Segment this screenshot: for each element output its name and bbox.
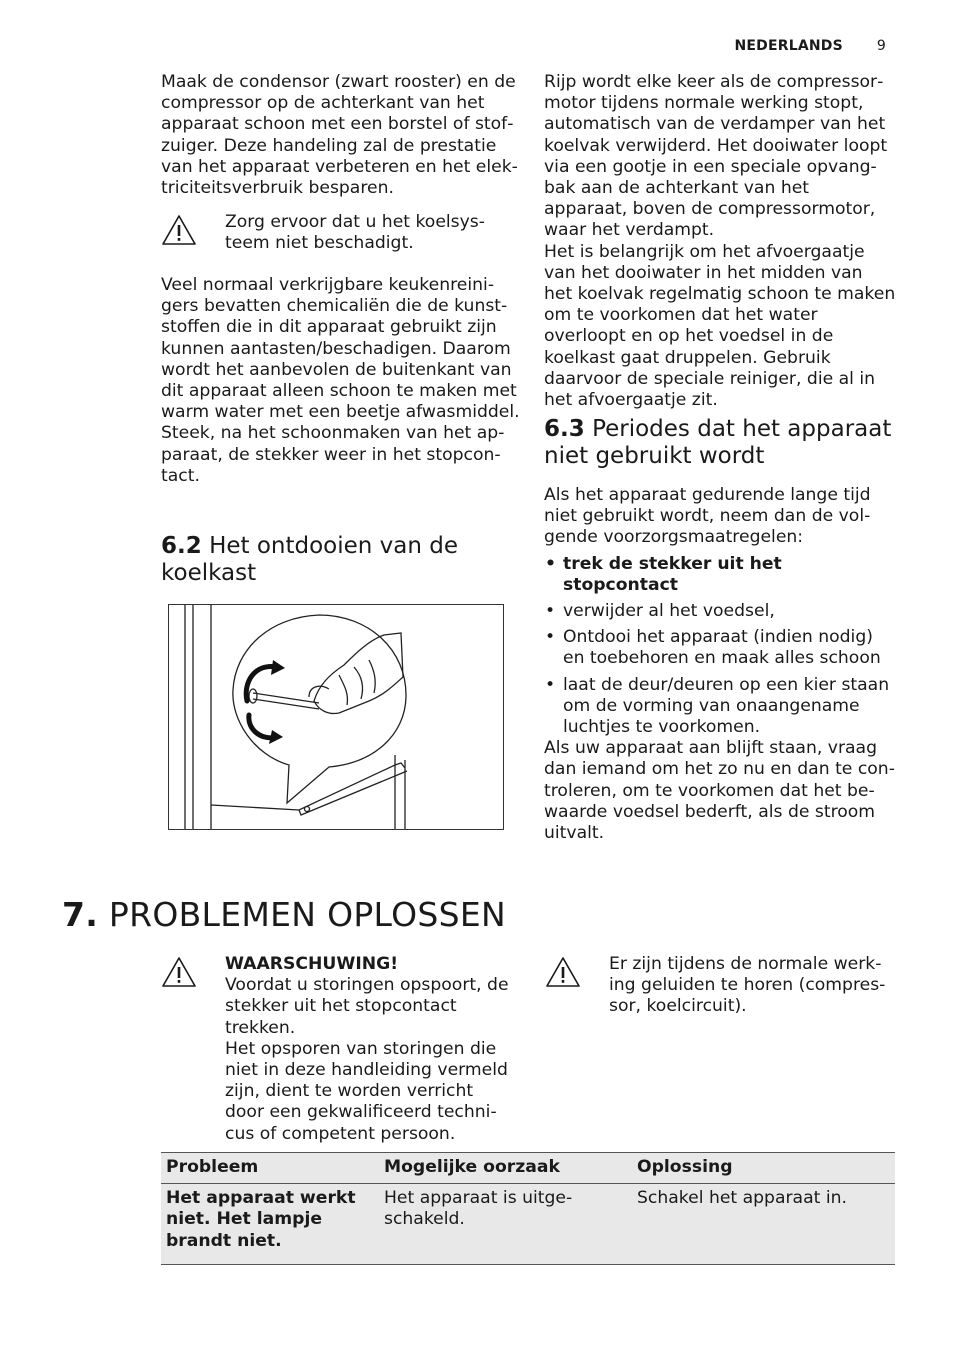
cleaner-paragraph: Veel normaal verkrijgbare keukenreinigers bevatten chemicaliën die de kunststoffen die in dit apparaat gebruikt zijn kunnen aantasten/beschadigen. Daarom wordt het aanbevolen de buitenkant van dit apparaat alleen schoon te maken met warm water met een beetje afwasmiddel. xyxy=(161,275,520,423)
warning-icon xyxy=(545,956,581,992)
chapter-number: 7. xyxy=(62,895,99,934)
column-header: Mogelijke oorzaak xyxy=(379,1153,632,1184)
right-body-2 xyxy=(544,485,896,844)
noise-note: Er zijn tijdens de normale werking geluiden te horen (compressor, koelcircuit). xyxy=(609,954,886,1017)
troubleshooting-table xyxy=(161,1152,895,1265)
warning-title: WAARSCHUWING! xyxy=(225,954,399,974)
cause-cell: Het apparaat is uitgeschakeld. xyxy=(379,1184,632,1265)
page-number: 9 xyxy=(876,38,886,54)
intro-paragraph: Maak de condensor (zwart rooster) en de compressor op de achterkant van het apparaat schoon met een borstel of stofzuiger. Deze handeling zal de prestatie van het apparaat verbeteren en het elektriciteitsverbruik besparen. xyxy=(161,72,518,199)
table-row xyxy=(161,1184,895,1265)
page-header xyxy=(734,38,886,54)
drain-paragraph: Het is belangrijk om het afvoergaatje van het dooiwater in het midden van het koelvak regelmatig schoon te maken om te voorkomen dat het water overloopt en op het voedsel in de koelkast gaat druppelen. Gebruik daarvoor de speciale reiniger, die al in het afvoergaatje zit. xyxy=(544,241,896,411)
chapter-heading xyxy=(62,896,506,934)
warning-paragraph-1: Voordat u storingen opspoort, de stekker uit het stopcontact trekken. xyxy=(225,975,509,1038)
section-6-2-heading xyxy=(161,533,521,587)
warning-text: Zorg ervoor dat u het koelsysteem niet beschadigt. xyxy=(225,212,485,254)
section-number: 6.2 xyxy=(161,533,202,559)
section-6-3-heading xyxy=(544,416,896,470)
header-language: NEDERLANDS xyxy=(734,38,843,54)
right-body xyxy=(544,72,896,411)
defrost-illustration xyxy=(168,604,504,830)
solution-cell: Schakel het apparaat in. xyxy=(632,1184,895,1265)
list-item: • trek de stekker uit het stopcontact xyxy=(544,554,896,596)
section-title: Periodes dat het apparaat niet gebruikt wordt xyxy=(544,416,892,469)
table-header-row xyxy=(161,1153,895,1184)
list-item: • Ontdooi het apparaat (indien nodig) en toebehoren en maak alles schoon xyxy=(544,627,896,669)
warning-icon xyxy=(161,956,197,992)
list-item: • laat de deur/deuren op een kier staan om de vorming van onaangename luchtjes te voorkomen. xyxy=(544,675,896,739)
troubleshooting-table-wrap xyxy=(161,1152,895,1265)
troubleshoot-warning xyxy=(225,954,515,1145)
left-intro xyxy=(161,72,521,199)
frost-paragraph: Rijp wordt elke keer als de compressormotor tijdens normale werking stopt, automatisch van de verdamper van het koelvak verwijderd. Het dooiwater loopt via een gootje in een speciale opvangbak aan de achterkant van het apparaat, boven de compressormotor, waar het verdampt. xyxy=(544,72,888,241)
problem-cell: Het apparaat werkt niet. Het lampje brandt niet. xyxy=(161,1184,379,1265)
list-item: • verwijder al het voedsel, xyxy=(544,601,896,622)
plug-paragraph: Steek, na het schoonmaken van het apparaat, de stekker weer in het stopcontact. xyxy=(161,423,505,486)
left-body xyxy=(161,275,521,487)
section-number: 6.3 xyxy=(544,416,585,442)
power-failure-paragraph: Als uw apparaat aan blijft staan, vraag dan iemand om het zo nu en dan te controleren, om te voorkomen dat het bewaarde voedsel bederft, als de stroom uitvalt. xyxy=(544,738,895,844)
section-title: Het ontdooien van de koelkast xyxy=(161,533,459,586)
column-header: Oplossing xyxy=(632,1153,895,1184)
precaution-list xyxy=(544,554,896,739)
chapter-title: PROBLEMEN OPLOSSEN xyxy=(108,895,506,934)
warning-icon xyxy=(161,214,197,250)
warning-paragraph-2: Het opsporen van storingen die niet in deze handleiding vermeld zijn, dient te worden verricht door een gekwalificeerd technicus of competent persoon. xyxy=(225,1038,508,1144)
precaution-intro: Als het apparaat gedurende lange tijd niet gebruikt wordt, neem dan de volgende voorzorgsmaatregelen: xyxy=(544,485,871,548)
column-header: Probleem xyxy=(161,1153,379,1184)
